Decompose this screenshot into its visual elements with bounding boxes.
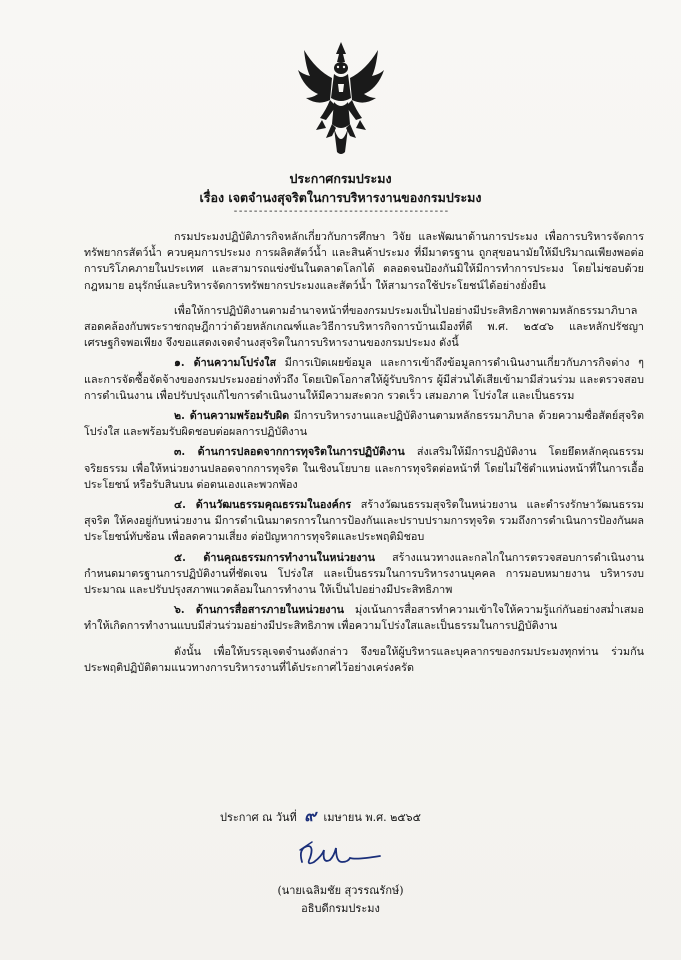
garuda-emblem-icon — [296, 40, 386, 158]
intro-paragraph: กรมประมงปฏิบัติภารกิจหลักเกี่ยวกับการศึกษา วิจัย และพัฒนาด้านการประมง เพื่อการบริหารจัดการทรัพยากรสัตว์น้ำ ควบคุมการประมง การผลิตสัตว์น้ำ และสินค้าประมง ที่มีมาตรฐาน ถูกสุขอนามัยให้มีปริมาณเพียงพอต่อการบริโภคภายในประเทศ และสามารถแข่งขันในตลาดโลกได้ ตลอดจนป้องกันมิให้มีการทำการประมง โดยไม่ชอบด้วยกฎหมาย อนุรักษ์และบริหารจัดการทรัพยากรประมงและสัตว์น้ำ ให้สามารถใช้ประโยชน์ได้อย่างยั่งยืน — [84, 230, 644, 292]
date-suffix: เมษายน พ.ศ. ๒๕๖๕ — [323, 811, 421, 824]
item-text: ส่งเสริมให้มีการปฏิบัติงาน โดยยึดหลักคุณธรรม จริยธรรม เพื่อให้หน่วยงานปลอดจากการทุจริต ในเชิงนโยบาย และการทุจริตต่อหน้าที่ โดยไม่ใช้ตำแหน่งหน้าที่ในการเอื้อประโยชน์ หรือรับสินบน ต่อตนเองและพวกพ้อง — [84, 445, 644, 491]
item-text: สร้างวัฒนธรรมสุจริตในหน่วยงาน และดำรงรักษาวัฒนธรรมสุจริต ให้คงอยู่กับหน่วยงาน มีการดำเนินมาตรการในการป้องกันและปราบปรามการทุจริต รวมถึงการดำเนินการป้องกันผลประโยชน์ทับซ้อน เพื่อลดความเสี่ยง ต่อปัญหาการทุจริตและประพฤติมิชอบ — [84, 498, 644, 544]
item-heading: ๑. ด้านความโปร่งใส — [174, 356, 277, 370]
item-communication — [84, 602, 644, 634]
date-prefix: ประกาศ ณ วันที่ — [220, 811, 297, 824]
signer-position: อธิบดีกรมประมง — [301, 902, 380, 915]
item-corruption-free — [84, 444, 644, 493]
item-accountability — [84, 408, 644, 440]
signer-name: (นายเฉลิมชัย สุวรรณรักษ์) — [277, 884, 404, 897]
closing-paragraph: ดังนั้น เพื่อให้บรรลุเจตจำนงดังกล่าว จึงขอให้ผู้บริหารและบุคลากรของกรมประมงทุกท่าน ร่วมกันประพฤติปฏิบัติตามแนวทางการบริหารงานที่ได้ประกาศไว้อย่างเคร่งครัด — [84, 644, 644, 674]
item-text: มีการบริหารงานและปฏิบัติงานตามหลักธรรมาภิบาล ด้วยความซื่อสัตย์สุจริต โปร่งใส และพร้อมรับผิดชอบต่อผลการปฏิบัติงาน — [84, 409, 644, 439]
item-transparency — [84, 355, 644, 404]
item-text: มุ่งเน้นการสื่อสารทำความเข้าใจให้ความรู้แก่กันอย่างสม่ำเสมอ ทำให้เกิดการทำงานแบบมีส่วนร่วมอย่างมีประสิทธิภาพ เพื่อความโปร่งใสและเป็นธรรมในการปฏิบัติงาน — [84, 603, 644, 633]
item-text: สร้างแนวทางและกลไกในการตรวจสอบการดำเนินงาน กำหนดมาตรฐานการปฏิบัติงานที่ชัดเจน โปร่งใส และเป็นธรรมในการบริหารงานบุคคล การมอบหมายงาน บริหารงบประมาณ และปรับปรุงสภาพแวดล้อมในการทำงาน ให้เป็นไปอย่างมีประสิทธิภาพ — [84, 550, 644, 597]
item-work-ethics — [84, 550, 644, 599]
date-day-handwritten: ๙ — [304, 806, 316, 825]
item-heading: ๒. ด้านความพร้อมรับผิด — [174, 409, 290, 423]
item-heading: ๓. ด้านการปลอดจากการทุจริตในการปฏิบัติงาน — [174, 445, 405, 459]
item-heading: ๔. ด้านวัฒนธรรมคุณธรรมในองค์กร — [174, 498, 352, 512]
announcement-date — [220, 804, 421, 829]
handwritten-signature — [292, 836, 388, 876]
title-underline: ------------------------------------------- — [232, 206, 449, 217]
announcement-body — [84, 229, 644, 680]
announcement-title: ประกาศกรมประมง — [289, 171, 392, 186]
item-heading: ๖. ด้านการสื่อสารภายในหน่วยงาน — [174, 603, 345, 617]
purpose-paragraph: เพื่อให้การปฏิบัติงานตามอำนาจหน้าที่ของกรมประมงเป็นไปอย่างมีประสิทธิภาพตามหลักธรรมาภิบาล สอดคล้องกับพระราชกฤษฎีกาว่าด้วยหลักเกณฑ์และวิธีการบริหารกิจการบ้านเมืองที่ดี พ.ศ. ๒๕๔๖ และหลักปรัชญาเศรษฐกิจพอเพียง จึงขอแสดงเจตจำนงสุจริตในการบริหารงานของกรมประมง ดังนี้ — [84, 303, 644, 350]
item-text: มีการเปิดเผยข้อมูล และการเข้าถึงข้อมูลการดำเนินงานเกี่ยวกับภารกิจต่าง ๆ และการจัดซื้อจัดจ้างของกรมประมงอย่างทั่วถึง โดยเปิดโอกาสให้ผู้รับบริการ ผู้มีส่วนได้เสียเข้ามามีส่วนร่วม และตรวจสอบการดำเนินงาน เพื่อปรับปรุงแก้ไขการดำเนินงานให้มีความสะดวก รวดเร็ว เสมอภาค โปร่งใส และเป็นธรรม — [84, 356, 644, 402]
item-integrity-culture — [84, 497, 644, 546]
announcement-subject: เรื่อง เจตจำนงสุจริตในการบริหารงานของกรมประมง — [199, 190, 482, 205]
item-heading: ๕. ด้านคุณธรรมการทำงานในหน่วยงาน — [174, 550, 375, 564]
